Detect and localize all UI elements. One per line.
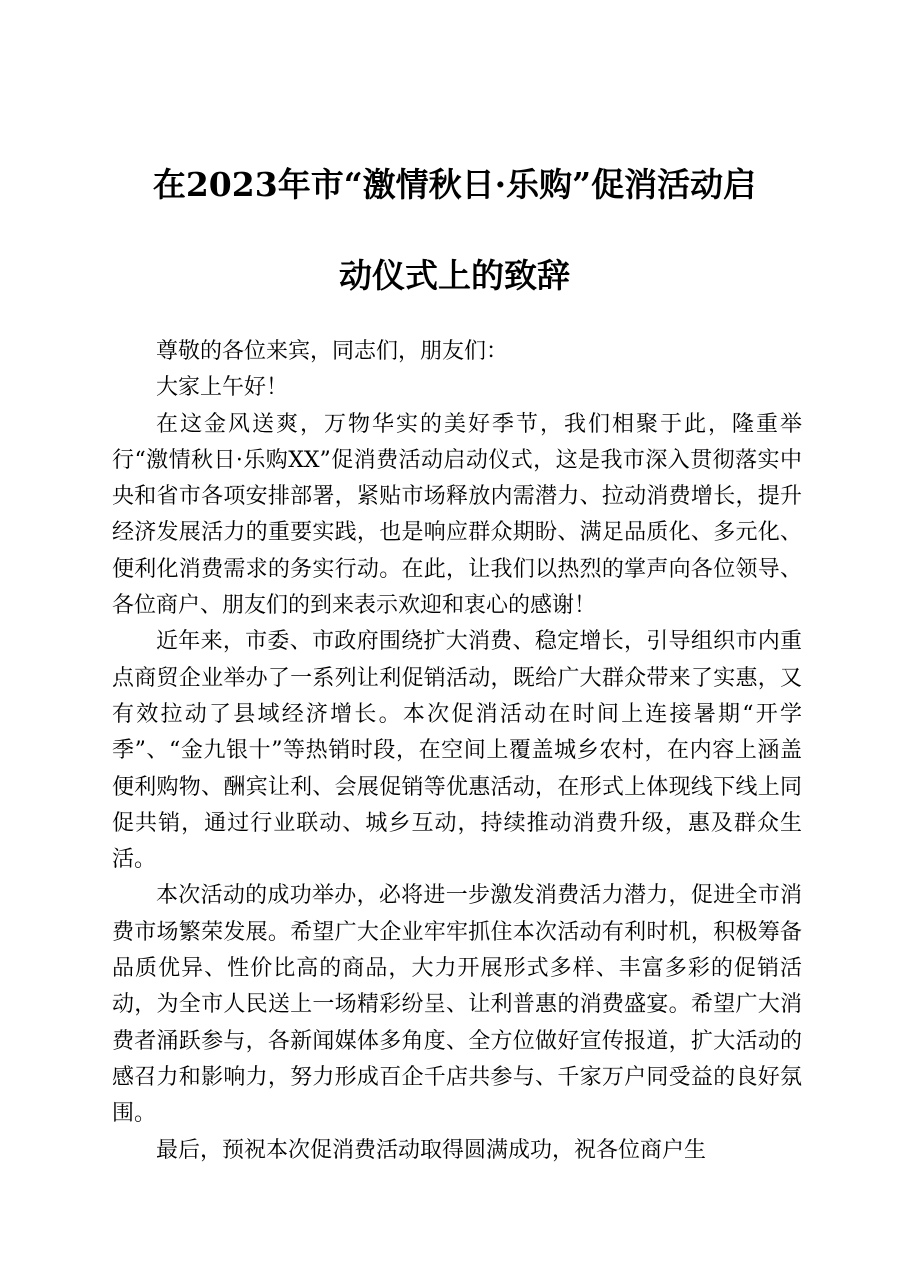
document-body <box>112 334 802 1169</box>
body-paragraph: 近年来，市委、市政府围绕扩大消费、稳定增长，引导组织市内重点商贸企业举办了一系列让利促销活动，既给广大群众带来了实惠，又有效拉动了县域经济增长。本次促消活动在时间上连接暑期“开学季”、“金九银十”等热销时段，在空间上覆盖城乡农村，在内容上涵盖便利购物、酬宾让利、会展促销等优惠活动，在形式上体现线下线上同促共销，通过行业联动、城乡互动，持续推动消费升级，惠及群众生活。 <box>112 629 802 873</box>
greeting: 大家上午好！ <box>156 375 289 401</box>
body-paragraph: 本次活动的成功举办，必将进一步激发消费活力潜力，促进全市消费市场繁荣发展。希望广大企业牢牢抓住本次活动有利时机，积极筹备品质优异、性价比高的商品，大力开展形式多样、丰富多彩的促销活动，为全市人民送上一场精彩纷呈、让利普惠的消费盛宴。希望广大消费者涌跃参与，各新闻媒体多角度、全方位做好宣传报道，扩大活动的感召力和影响力，努力形成百企千店共参与、千家万户同受益的良好氛围。 <box>112 883 802 1127</box>
document-title-line-2: 动仪式上的致辞 <box>339 256 570 295</box>
closing-paragraph: 最后，预祝本次促消费活动取得圆满成功，祝各位商户生 <box>156 1137 707 1163</box>
salutation: 尊敬的各位来宾，同志们，朋友们： <box>156 339 509 364</box>
body-paragraph: 在这金风送爽，万物华实的美好季节，我们相聚于此，隆重举行“激情秋日·乐购XX”促消费活动启动仪式，这是我市深入贯彻落实中央和省市各项安排部署，紧贴市场释放内需潜力、拉动消费增长，提升经济发展活力的重要实践，也是响应群众期盼、满足品质化、多元化、便利化消费需求的务实行动。在此，让我们以热烈的掌声向各位领导、各位商户、朋友们的到来表示欢迎和衷心的感谢！ <box>112 411 802 619</box>
document-title-line-1: 在2023年市“激情秋日·乐购”促消活动启 <box>152 165 757 204</box>
